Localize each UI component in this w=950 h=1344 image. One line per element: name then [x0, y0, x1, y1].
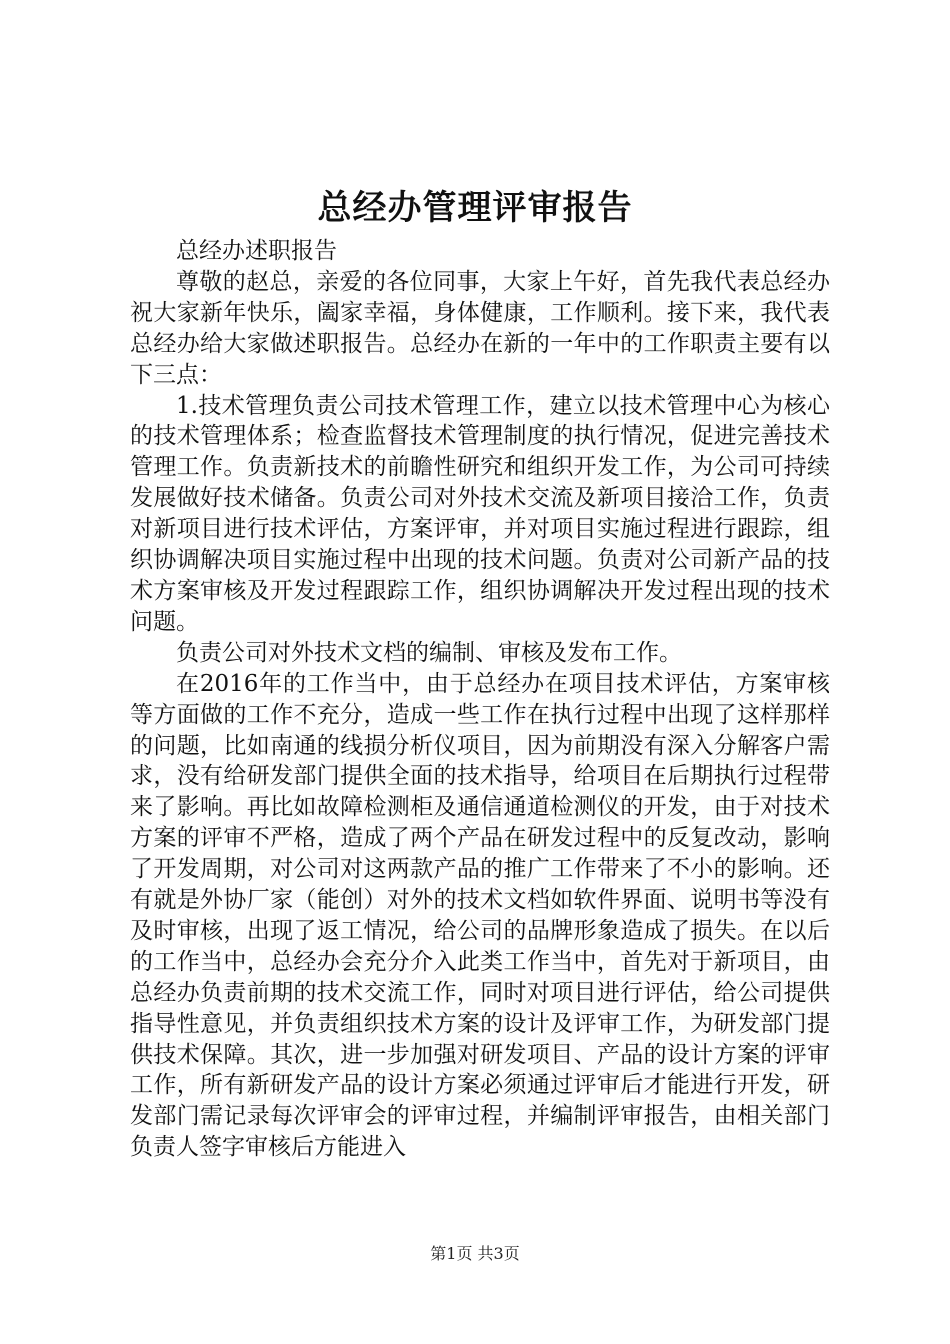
document-title: 总经办管理评审报告: [317, 188, 633, 228]
page-footer: 第1页 共3页: [430, 1244, 520, 1263]
paragraph-review-2016: 在2016年的工作当中，由于总经办在项目技术评估，方案审核等方面做的工作不充分，造成一些工作在执行过程中出现了这样那样的问题，比如南通的线损分析仪项目，因为前期没有深入分解客户需求，没有给研发部门提供全面的技术指导，给项目在后期执行过程带来了影响。再比如故障检测柜及通信通道检测仪的开发，由于对技术方案的评审不严格，造成了两个产品在研发过程中的反复改动，影响了开发周期，对公司对这两款产品的推广工作带来了不小的影响。还有就是外协厂家（能创）对外的技术文档如软件界面、说明书等没有及时审核，出现了返工情况，给公司的品牌形象造成了损失。在以后的工作当中，总经办会充分介入此类工作当中，首先对于新项目，由总经办负责前期的技术交流工作，同时对项目进行评估，给公司提供指导性意见，并负责组织技术方案的设计及评审工作，为研发部门提供技术保障。其次，进一步加强对研发项目、产品的设计方案的评审工作，所有新研发产品的设计方案必须通过评审后才能进行开发，研发部门需记录每次评审会的评审过程，并编制评审报告，由相关部门负责人签字审核后方能进入: [130, 670, 830, 1161]
paragraph-duty-2: 负责公司对外技术文档的编制、审核及发布工作。: [176, 639, 682, 666]
paragraph-duty-1: 1.技术管理负责公司技术管理工作，建立以技术管理中心为核心的技术管理体系；检查监督技术管理制度的执行情况，促进完善技术管理工作。负责新技术的前瞻性研究和组织开发工作，为公司可持续发展做好技术储备。负责公司对外技术交流及新项目接洽工作，负责对新项目进行技术评估，方案评审，并对项目实施过程进行跟踪，组织协调解决项目实施过程中出现的技术问题。负责对公司新产品的技术方案审核及开发过程跟踪工作，组织协调解决开发过程出现的技术问题。: [130, 392, 830, 635]
document-body: [130, 236, 830, 1163]
paragraph-subtitle: 总经办述职报告: [176, 238, 337, 264]
paragraph-greeting: 尊敬的赵总，亲爱的各位同事，大家上午好，首先我代表总经办祝大家新年快乐，阖家幸福，身体健康，工作顺利。接下来，我代表总经办给大家做述职报告。总经办在新的一年中的工作职责主要有以下三点：: [130, 268, 830, 388]
